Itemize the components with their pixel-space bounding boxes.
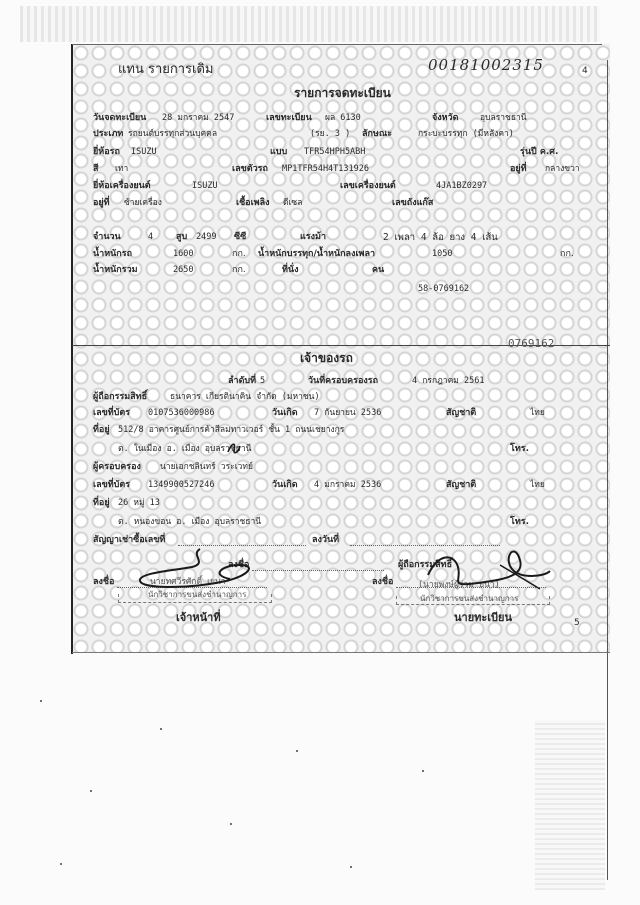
holder-name: ธนาคาร เกียรตินาคิน จำกัด (มหาชน) <box>170 392 320 402</box>
engine-location: ซ้ายเครื่อง <box>124 198 162 208</box>
possessor-name: นายเอกชลินทร์ วระเวทย์ <box>160 462 253 472</box>
label-contract-date: ลงวันที่ <box>312 535 340 545</box>
label-sign-officer: ลงชื่อ <box>93 577 115 587</box>
label-address: ที่อยู่ <box>93 425 110 435</box>
label-brand: ยี่ห้อรถ <box>93 147 120 157</box>
label-gas-tank: เลขถังแก๊ส <box>392 198 434 208</box>
label-chassis-location: อยู่ที่ <box>510 164 527 174</box>
scan-speck <box>90 790 92 792</box>
label-nationality: สัญชาติ <box>446 408 477 418</box>
label-reg-date: วันจดทะเบียน <box>93 113 147 123</box>
label-sign-registrar: ลงชื่อ <box>372 577 394 587</box>
label-load-weight: น้ำหนักบรรทุก/น้ำหนักลงเพลา <box>258 249 376 259</box>
registrar-signature <box>408 545 558 595</box>
page-number-bottom: 5 <box>574 618 580 628</box>
page-border-right <box>607 60 608 880</box>
label-horsepower: แรงม้า <box>300 232 327 242</box>
holder-birth: 7 กันยายน 2536 <box>314 408 382 418</box>
label-sequence: ลำดับที่ <box>228 376 257 386</box>
reference-code: 58-0769162 <box>418 284 470 294</box>
registrar-title: นักวิชาการขนส่งชำนาญการ <box>420 594 519 603</box>
label-model-year: รุ่นปี ค.ศ. <box>520 147 559 157</box>
label-fuel: เชื้อเพลิง <box>236 198 270 208</box>
label-count: จำนวน <box>93 232 121 242</box>
scan-speck <box>160 728 162 730</box>
label-province: จังหวัด <box>432 113 459 123</box>
sequence: 5 <box>260 376 266 386</box>
page-border-bottom <box>72 652 610 653</box>
label-tel: โทร. <box>510 444 530 454</box>
label-address-2: ที่อยู่ <box>93 498 110 508</box>
scan-speck <box>422 770 424 772</box>
owner-title: เจ้าของรถ <box>300 351 353 365</box>
officer-title: นักวิชาการขนส่งชำนาญการ <box>148 590 247 599</box>
chassis-location: กลางขวา <box>545 164 580 174</box>
registrar-name: (นายพงษ์ผู้ร่วม ยนา) <box>418 580 500 590</box>
label-holder-sign: ผู้ถือกรรมสิทธิ์ <box>398 560 453 570</box>
holder-nationality: ไทย <box>530 408 545 418</box>
page-border-top <box>72 44 602 45</box>
vehicle-weight: 1600 <box>173 249 194 259</box>
label-gross-weight: น้ำหนักรวม <box>93 265 138 275</box>
label-engine-location: อยู่ที่ <box>93 198 110 208</box>
label-sign-holder: ลงชื่อ <box>228 560 250 570</box>
sign-holder-line <box>252 570 384 571</box>
scan-speck <box>60 863 62 865</box>
holder-id: 0107536000986 <box>148 408 215 418</box>
fuel: ดีเซล <box>283 198 303 208</box>
scan-smudge <box>20 6 600 42</box>
unit-kg: กก. <box>232 249 246 259</box>
model: TFR54HPH5ABH <box>304 147 366 157</box>
label-id-2: เลขที่บัตร <box>93 480 131 490</box>
engine-number: 4JA1BZ0297 <box>436 181 488 191</box>
vehicle-style: กระบะบรรทุก (มีหลังคา) <box>418 129 514 139</box>
label-plate: เลขทะเบียน <box>266 113 312 123</box>
possessor-id: 1349900527246 <box>148 480 215 490</box>
gross-weight: 2650 <box>173 265 194 275</box>
load-weight: 1050 <box>432 249 453 259</box>
label-persons: คน <box>372 265 385 275</box>
label-nationality-2: สัญชาติ <box>446 480 477 490</box>
registration-title: รายการจดทะเบียน <box>294 86 391 100</box>
label-hire-contract: สัญญาเช่าซื้อเลขที่ <box>93 535 166 545</box>
scan-speck <box>230 823 232 825</box>
cylinder-count: 4 <box>148 232 154 242</box>
axles-wheels: 2 เพลา 4 ล้อ ยาง 4 เส้น <box>383 232 498 243</box>
label-tel-2: โทร. <box>510 517 530 527</box>
plate: ผล 6130 <box>325 113 361 123</box>
page-border-left <box>71 44 73 654</box>
role-registrar: นายทะเบียน <box>454 611 513 624</box>
brand: ISUZU <box>131 147 157 157</box>
color: เทา <box>115 164 129 174</box>
doc-number: 00181002315 <box>428 56 544 74</box>
role-officer: เจ้าหน้าที่ <box>176 611 221 624</box>
cut-reference-code: 0769162 <box>508 337 555 350</box>
holder-address: 512/8 อาคารศูนย์การค้าสีลมทาวเวอร์ ชั้น 1 ถนนเชยางกูร <box>118 425 345 435</box>
label-cc: ซีซี <box>234 232 247 242</box>
label-cylinders: สูบ <box>176 232 188 242</box>
label-birth: วันเกิด <box>272 408 298 418</box>
label-possession-date: วันที่ครอบครองรถ <box>308 376 379 386</box>
label-possessor: ผู้ครอบครอง <box>93 462 141 472</box>
possessor-birth: 4 มกราคม 2536 <box>314 480 382 490</box>
handwritten-mark <box>226 440 242 456</box>
label-vehicle-weight: น้ำหนักรถ <box>93 249 133 259</box>
label-chassis: เลขตัวรถ <box>232 164 268 174</box>
unit-kg-3: กก. <box>232 265 246 275</box>
province: อุบลราชธานี <box>480 113 527 123</box>
label-holder: ผู้ถือกรรมสิทธิ์ <box>93 392 148 402</box>
label-seats: ที่นั่ง <box>282 265 299 275</box>
label-color: สี <box>93 164 99 174</box>
holder-address-2: ต. ในเมือง อ. เมือง อุบลราชธานี <box>118 444 252 454</box>
engine-brand: ISUZU <box>192 181 218 191</box>
header-note: แทน รายการเดิม <box>118 62 214 77</box>
label-id: เลขที่บัตร <box>93 408 131 418</box>
label-engine-brand: ยี่ห้อเครื่องยนต์ <box>93 181 151 191</box>
scan-stain <box>535 720 605 890</box>
page-number-top: 4 <box>582 66 588 76</box>
possession-date: 4 กรกฎาคม 2561 <box>412 376 485 386</box>
possessor-nationality: ไทย <box>530 480 545 490</box>
label-model: แบบ <box>270 147 288 157</box>
vehicle-type: รถยนต์บรรทุกส่วนบุคคล <box>128 129 218 139</box>
chassis-number: MP1TFR54H4T131926 <box>282 164 369 174</box>
label-type: ประเภท <box>93 129 124 139</box>
displacement: 2499 <box>196 232 217 242</box>
possessor-address-2: ต. หนองขอน อ. เมือง อุบลราชธานี <box>118 517 262 527</box>
label-style: ลักษณะ <box>362 129 393 139</box>
officer-signature <box>130 545 270 593</box>
possessor-address: 26 หมู่ 13 <box>118 498 160 508</box>
label-birth-2: วันเกิด <box>272 480 298 490</box>
type-code: (รย. 3 ) <box>310 129 351 139</box>
scan-speck <box>40 700 42 702</box>
label-engine-number: เลขเครื่องยนต์ <box>340 181 396 191</box>
scan-speck <box>296 750 298 752</box>
reg-date: 28 มกราคม 2547 <box>162 113 235 123</box>
scan-speck <box>350 866 352 868</box>
unit-kg-2: กก. <box>560 249 574 259</box>
officer-name: นายทศวีรศักดิ์ เยนา <box>150 577 226 587</box>
